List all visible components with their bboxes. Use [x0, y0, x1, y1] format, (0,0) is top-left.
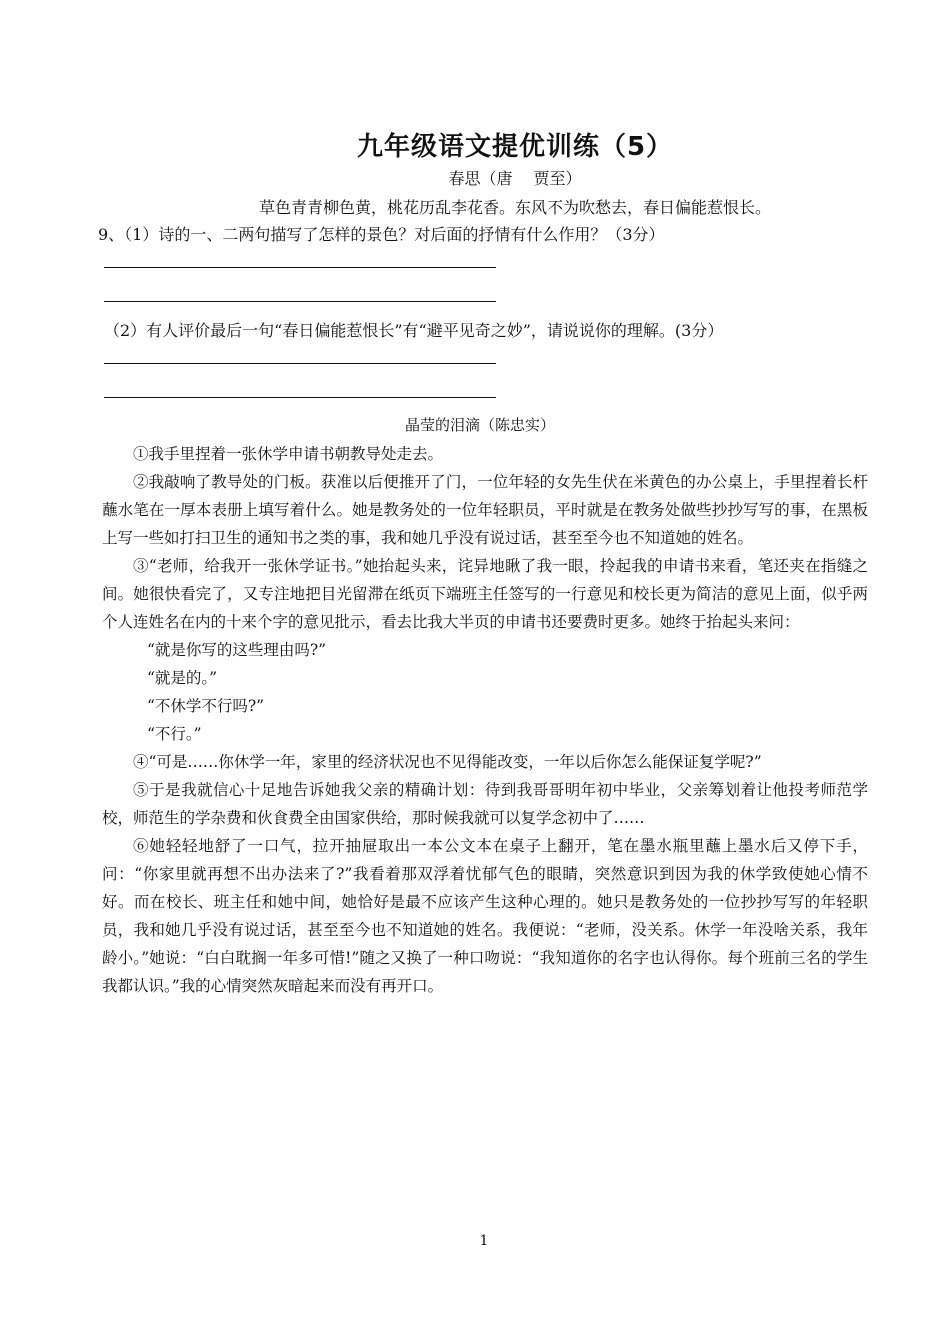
- essay-paragraph: ⑤于是我就信心十足地告诉她我父亲的精确计划：待到我哥哥明年初中毕业，父亲筹划着让他投考师范学校，师范生的学杂费和伙食费全由国家供给，那时候我就可以复学念初中了……: [102, 781, 868, 827]
- essay-body: [102, 440, 868, 1000]
- dialog-line: “不行。”: [146, 725, 202, 743]
- essay-paragraph: ③“老师，给我开一张休学证书。”她抬起头来，诧异地瞅了我一眼，拎起我的申请书来看，笔还夹在指缝之间。她很快看完了，又专注地把目光留滞在纸页下端班主任签写的一行意见和校长更为简洁的意见上面，似乎两个人连姓名在内的十来个字的意见批示，看去比我大半页的申请书还要费时更多。她终于抬起头来问：: [102, 557, 868, 631]
- essay-paragraph: ④“可是……你休学一年，家里的经济状况也不见得能改变，一年以后你怎么能保证复学呢?”: [133, 753, 762, 771]
- question-9-part-2: （2）有人评价最后一句“春日偏能惹恨长”有“避平见奇之妙”，请说说你的理解。(3分）: [104, 321, 724, 340]
- answer-line[interactable]: [104, 267, 496, 268]
- essay-paragraph: ①我手里捏着一张休学申请书朝教导处走去。: [133, 445, 444, 463]
- essay-paragraph: ⑥她轻轻地舒了一口气，拉开抽屉取出一本公文本在桌子上翻开，笔在墨水瓶里蘸上墨水后又停下手，问：“你家里就再想不出办法来了?”我看着那双浮着忧郁气色的眼睛，突然意识到因为我的休学致使她心情不好。而在校长、班主任和她中间，她恰好是最不应该产生这种心理的。她只是教务处的一位抄抄写写的年轻职员，我和她几乎没有说过话，甚至至今也不知道她的姓名。我便说：“老师，没关系。休学一年没啥关系，我年龄小。”她说：“白白耽搁一年多可惜!”随之又换了一种口吻说：“我知道你的名字也认得你。每个班前三名的学生我都认识。”我的心情突然灰暗起来而没有再开口。: [102, 837, 868, 995]
- dialog-line: “就是你写的这些理由吗?”: [146, 641, 327, 659]
- answer-line[interactable]: [104, 397, 496, 398]
- answer-line[interactable]: [104, 363, 496, 364]
- dialog-line: “不休学不行吗?”: [146, 697, 265, 715]
- question-9-part-1: 9、（1）诗的一、二两句描写了怎样的景色？对后面的抒情有什么作用？（3分）: [98, 225, 665, 244]
- dialog-line: “就是的。”: [146, 669, 218, 687]
- page-title: 九年级语文提优训练（5）: [356, 132, 674, 162]
- answer-line[interactable]: [104, 301, 496, 302]
- page-number: 1: [479, 1233, 489, 1249]
- poem-text: 草色青青柳色黄，桃花历乱李花香。东风不为吹愁去，春日偏能惹恨长。: [258, 198, 771, 217]
- essay-paragraph: ②我敲响了教导处的门板。获准以后便推开了门，一位年轻的女先生伏在米黄色的办公桌上，手里捏着长杆蘸水笔在一厚本表册上填写着什么。她是教务处的一位年轻职员，平时就是在教务处做些抄抄写写的事，在黑板上写一些如打扫卫生的通知书之类的事，我和她几乎没有说过话，甚至至今也不知道她的姓名。: [102, 473, 868, 547]
- essay-title: 晶莹的泪滴（陈忠实）: [404, 416, 555, 434]
- poem-title: 春思（唐 贾至）: [448, 169, 582, 188]
